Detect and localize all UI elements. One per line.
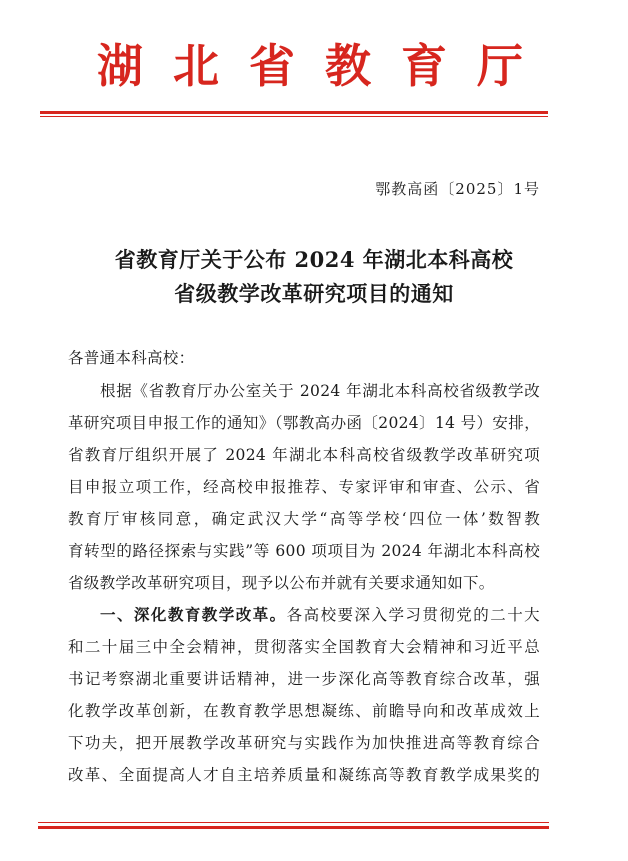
salutation: 各普通本科高校： [68, 349, 195, 367]
body-line: 根据《省教育厅办公室关于 2024 年湖北本科高校省级教学改 [100, 382, 540, 400]
footer-rule-thick [38, 826, 549, 829]
section-1-heading: 一、深化教育教学改革。 [100, 605, 287, 624]
section-1-line: 化教学改革创新，在教育教学思想凝练、前瞻导向和改革成效上 [68, 702, 540, 720]
masthead-rule-thick [40, 111, 548, 114]
body-line: 省级教学改革研究项目，现予以公布并就有关要求通知如下。 [68, 574, 495, 592]
section-1-first-line-text: 各高校要深入学习贯彻党的二十大 [286, 606, 540, 624]
body-line: 革研究项目申报工作的通知》（鄂教高办函〔2024〕14 号）安排， [68, 414, 540, 432]
footer-rule-thin [38, 822, 549, 823]
section-1-first-line [100, 603, 540, 625]
document-title-line-1: 省教育厅关于公布 2024 年湖北本科高校 [114, 247, 514, 272]
body-line: 目申报立项工作，经高校申报推荐、专家评审和审查、公示、省 [68, 478, 540, 496]
document-title-line-2: 省级教学改革研究项目的通知 [174, 281, 454, 306]
body-line: 省教育厅组织开展了 2024 年湖北本科高校省级教学改革研究项 [68, 446, 540, 464]
section-1-line: 书记考察湖北重要讲话精神，进一步深化高等教育综合改革，强 [68, 670, 540, 688]
section-1-line: 下功夫，把开展教学改革研究与实践作为加快推进高等教育综合 [68, 734, 540, 752]
body-line: 教育厅审核同意，确定武汉大学“高等学校‘四位一体’数智教 [68, 510, 540, 528]
masthead-rule-thin [40, 116, 548, 117]
masthead-title: 湖北省教育厅 [97, 39, 553, 93]
section-1-line: 改革、全面提高人才自主培养质量和凝练高等教育教学成果奖的 [68, 766, 540, 784]
section-1-line: 和二十届三中全会精神，贯彻落实全国教育大会精神和习近平总 [68, 638, 540, 656]
document-number: 鄂教高函〔2025〕1号 [375, 180, 540, 198]
body-line: 育转型的路径探索与实践”等 600 项项目为 2024 年湖北本科高校 [68, 542, 540, 560]
